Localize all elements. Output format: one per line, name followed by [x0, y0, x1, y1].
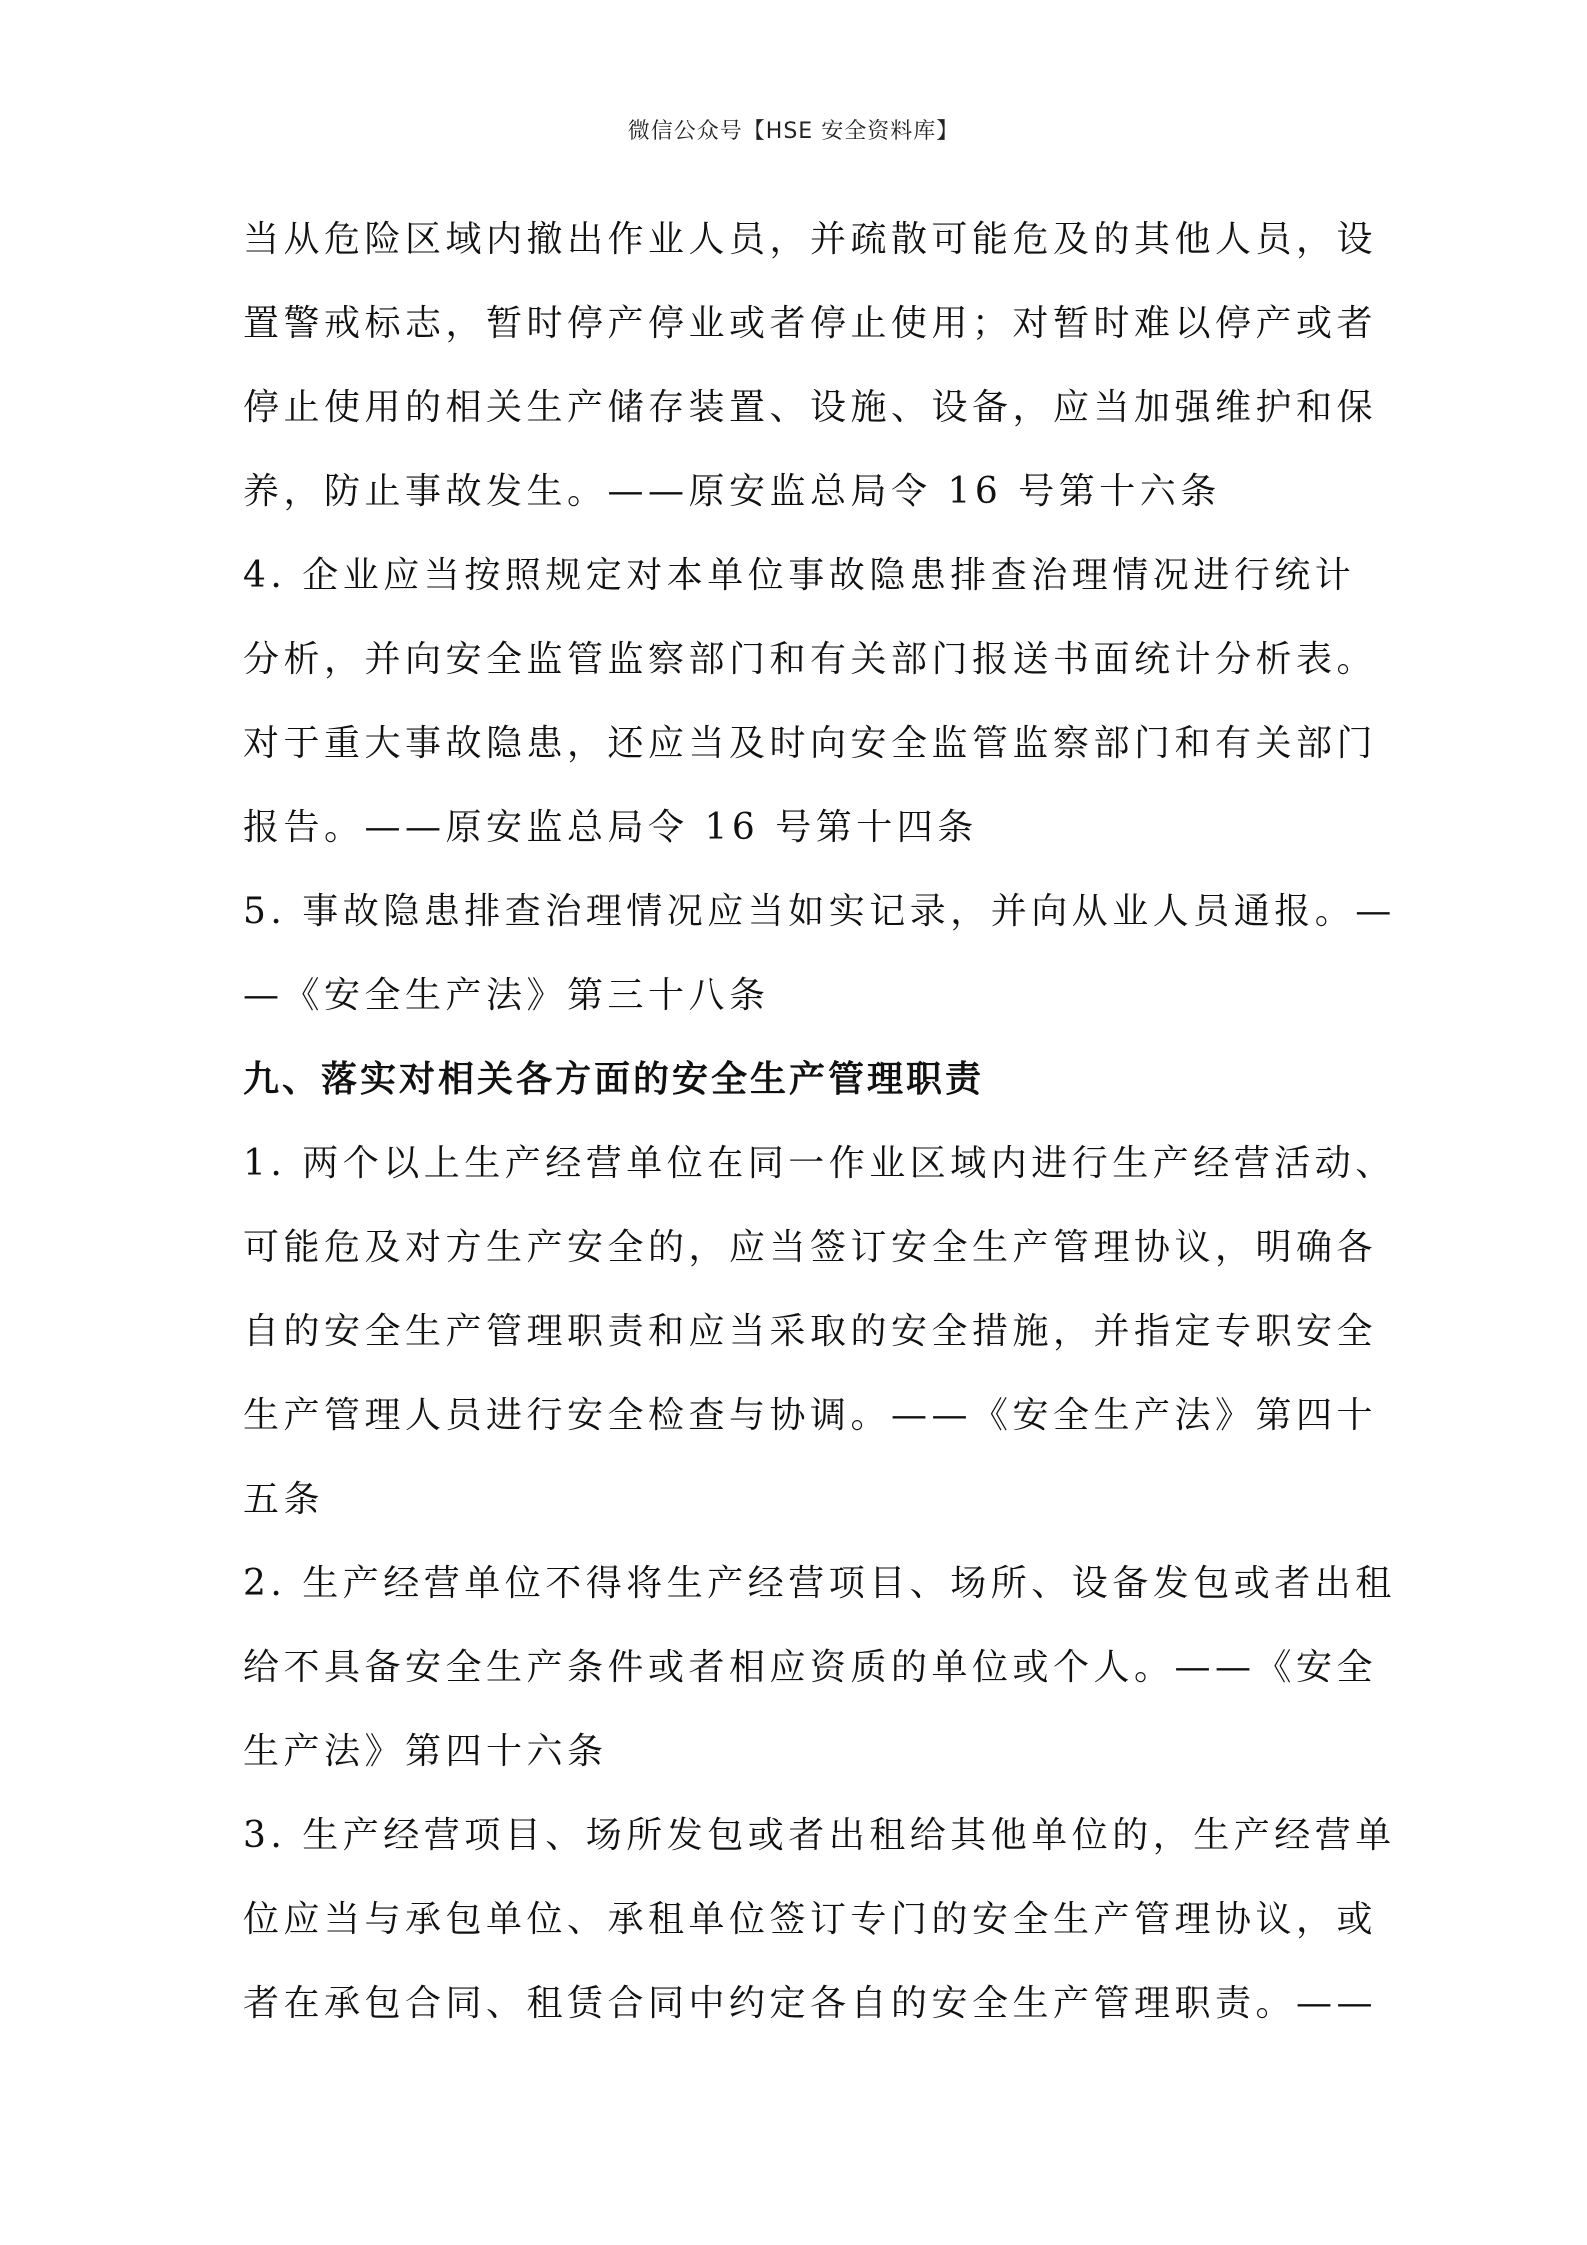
document-body [243, 198, 1396, 2046]
paragraph-line: 五条 [243, 1479, 325, 1520]
item-2-line: 2. 生产经营单位不得将生产经营项目、场所、设备发包或者出租 [243, 1563, 1396, 1604]
paragraph-line: 生产法》第四十六条 [243, 1731, 608, 1772]
paragraph-line: 者在承包合同、租赁合同中约定各自的安全生产管理职责。—— [243, 1983, 1378, 2024]
item-1-line: 1. 两个以上生产经营单位在同一作业区域内进行生产经营活动、 [243, 1143, 1396, 1184]
page-header: 微信公众号【HSE 安全资料库】 [627, 119, 960, 144]
paragraph-line: 报告。——原安监总局令 16 号第十四条 [243, 807, 978, 848]
item-5-line: 5. 事故隐患排查治理情况应当如实记录，并向从业人员通报。— [243, 891, 1396, 932]
paragraph-line: 对于重大事故隐患，还应当及时向安全监管监察部门和有关部门 [243, 723, 1378, 764]
paragraph-line: —《安全生产法》第三十八条 [243, 975, 770, 1016]
paragraph-line: 可能危及对方生产安全的，应当签订安全生产管理协议，明确各 [243, 1227, 1378, 1268]
paragraph-line: 停止使用的相关生产储存装置、设施、设备，应当加强维护和保 [243, 387, 1378, 428]
paragraph-line: 生产管理人员进行安全检查与协调。——《安全生产法》第四十 [243, 1395, 1378, 1436]
paragraph-line: 当从危险区域内撤出作业人员，并疏散可能危及的其他人员，设 [243, 219, 1378, 260]
paragraph-line: 养，防止事故发生。——原安监总局令 16 号第十六条 [243, 471, 1221, 512]
paragraph-line: 自的安全生产管理职责和应当采取的安全措施，并指定专职安全 [243, 1311, 1378, 1352]
paragraph-line: 分析，并向安全监管监察部门和有关部门报送书面统计分析表。 [243, 639, 1378, 680]
paragraph-line: 给不具备安全生产条件或者相应资质的单位或个人。——《安全 [243, 1647, 1378, 1688]
item-3-line: 3. 生产经营项目、场所发包或者出租给其他单位的，生产经营单 [243, 1815, 1396, 1856]
paragraph-line: 位应当与承包单位、承租单位签订专门的安全生产管理协议，或 [243, 1899, 1378, 1940]
paragraph-line: 置警戒标志，暂时停产停业或者停止使用；对暂时难以停产或者 [243, 303, 1378, 344]
section-heading-9: 九、落实对相关各方面的安全生产管理职责 [243, 1059, 985, 1100]
item-4-line: 4. 企业应当按照规定对本单位事故隐患排查治理情况进行统计 [243, 555, 1356, 596]
